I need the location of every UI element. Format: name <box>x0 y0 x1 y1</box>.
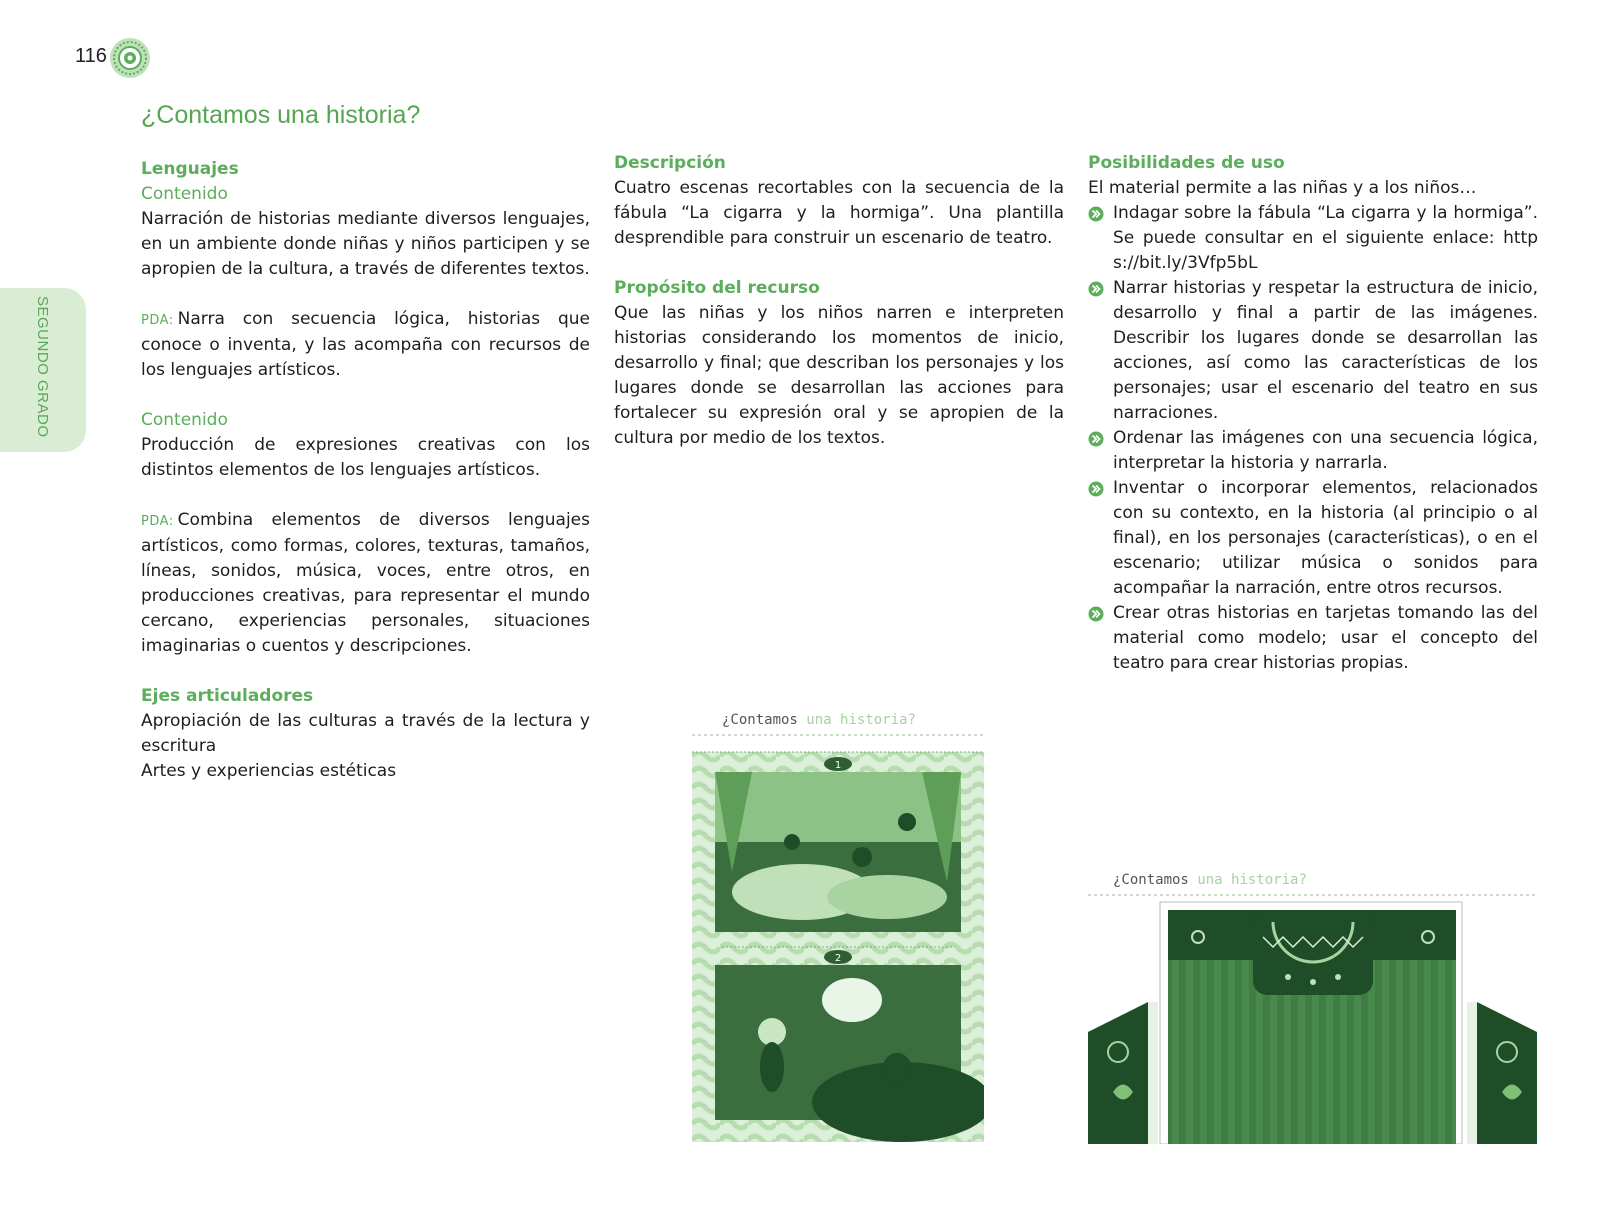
card-title-dark: ¿Contamos <box>722 712 798 728</box>
posibilidades-list <box>1088 201 1538 676</box>
chevron-right-icon <box>1088 206 1104 222</box>
side-tab <box>0 288 86 452</box>
list-item <box>1088 601 1538 676</box>
list-item <box>1088 476 1538 601</box>
chevron-right-icon <box>1088 606 1104 622</box>
theatre-stage-thumbnail <box>1088 872 1537 1144</box>
page-title: ¿Contamos una historia? <box>141 101 421 129</box>
contenido-heading-2: Contenido <box>141 410 228 430</box>
proposito-heading: Propósito del recurso <box>614 278 820 298</box>
list-item <box>1088 276 1538 426</box>
chevron-right-icon <box>1088 431 1104 447</box>
list-item-text: Narrar historias y respetar la estructura de inicio, desarrollo y final a partir de las imágenes. Describir los lugares donde se desarrollan las acciones, así como las características de los personajes; usar el escenario del teatro en sus narraciones. <box>1113 278 1538 423</box>
descripcion-text: Cuatro escenas recortables con la secuencia de la fábula “La cigarra y la hormiga”. Una plantilla desprendible para construir un escenario de teatro. <box>614 178 1064 248</box>
list-item <box>1088 426 1538 476</box>
ejes-item: Apropiación de las culturas a través de la lectura y escritura <box>141 711 590 756</box>
scenes-illustration <box>692 732 984 1142</box>
posibilidades-heading: Posibilidades de uso <box>1088 153 1285 173</box>
scene-number-2: 2 <box>834 953 842 964</box>
list-item <box>1088 201 1538 276</box>
list-item-text: Inventar o incorporar elementos, relacionados con su contexto, en la historia (al principio o al final), en los personajes (características), o en el escenario; utilizar música o sonidos para acompañar la narración, entre otros recursos. <box>1113 478 1538 598</box>
card-title-light: una historia? <box>806 712 916 728</box>
list-item-text: Indagar sobre la fábula “La cigarra y la hormiga”. Se puede consultar en el siguiente enlace: <box>1113 203 1538 248</box>
card-title-light: una historia? <box>1197 872 1307 888</box>
descripcion-heading: Descripción <box>614 153 726 173</box>
contenido-text: Narración de historias mediante diversos lenguajes, en un ambiente donde niñas y niños participen y se apropien de la cultura, a través de diferentes textos. <box>141 209 590 279</box>
chevron-right-icon <box>1088 481 1104 497</box>
scene-number-1: 1 <box>834 760 842 771</box>
proposito-text: Que las niñas y los niños narren e interpreten historias considerando los momentos de inicio, desarrollo y final; que describan los personajes y los lugares donde se desarrollan las acciones para fortalecer su expresión oral y se apropien de la cultura por medio de los textos. <box>614 303 1064 448</box>
resource-link[interactable]: https://bit.ly/3Vfp5bL <box>1113 228 1539 273</box>
posibilidades-intro: El material permite a las niñas y a los niños… <box>1088 178 1477 198</box>
pda-label: PDA: <box>141 313 174 328</box>
pda-paragraph <box>141 307 590 383</box>
column-lenguajes <box>141 157 590 784</box>
chevron-right-icon <box>1088 281 1104 297</box>
mandala-emblem-icon <box>109 37 151 79</box>
card-title <box>722 712 916 728</box>
contenido-heading: Contenido <box>141 184 228 204</box>
ejes-heading: Ejes articuladores <box>141 686 314 706</box>
list-item-text: Ordenar las imágenes con una secuencia lógica, interpretar la historia y narrarla. <box>1113 428 1538 473</box>
contenido-text-2: Producción de expresiones creativas con los distintos elementos de los lenguajes artísticos. <box>141 435 590 480</box>
ejes-item-2: Artes y experiencias estéticas <box>141 761 397 781</box>
page-number: 116 <box>75 45 107 67</box>
pda-paragraph-2 <box>141 508 590 659</box>
column-descripcion <box>614 151 1064 451</box>
column-posibilidades <box>1088 151 1538 676</box>
card-title <box>1113 872 1307 888</box>
pda-label-2: PDA: <box>141 514 174 529</box>
pda-text-2: Combina elementos de diversos lenguajes artísticos, como formas, colores, texturas, tamaños, líneas, sonidos, música, voces, entre otros, en producciones creativas, para representar el mundo cercano, experiencias personales, situaciones imaginarias o cuentos y descripciones. <box>141 510 590 656</box>
theatre-illustration <box>1088 892 1537 1144</box>
card-title-dark: ¿Contamos <box>1113 872 1189 888</box>
pda-text: Narra con secuencia lógica, historias que conoce o inventa, y las acompaña con recursos de los lenguajes artísticos. <box>141 309 590 380</box>
lenguajes-heading: Lenguajes <box>141 159 239 179</box>
scenes-card-thumbnail <box>692 712 984 1142</box>
side-tab-label: SEGUNDO GRADO <box>34 296 51 438</box>
list-item-text: Crear otras historias en tarjetas tomando las del material como modelo; usar el concepto del teatro para crear historias propias. <box>1113 603 1538 673</box>
